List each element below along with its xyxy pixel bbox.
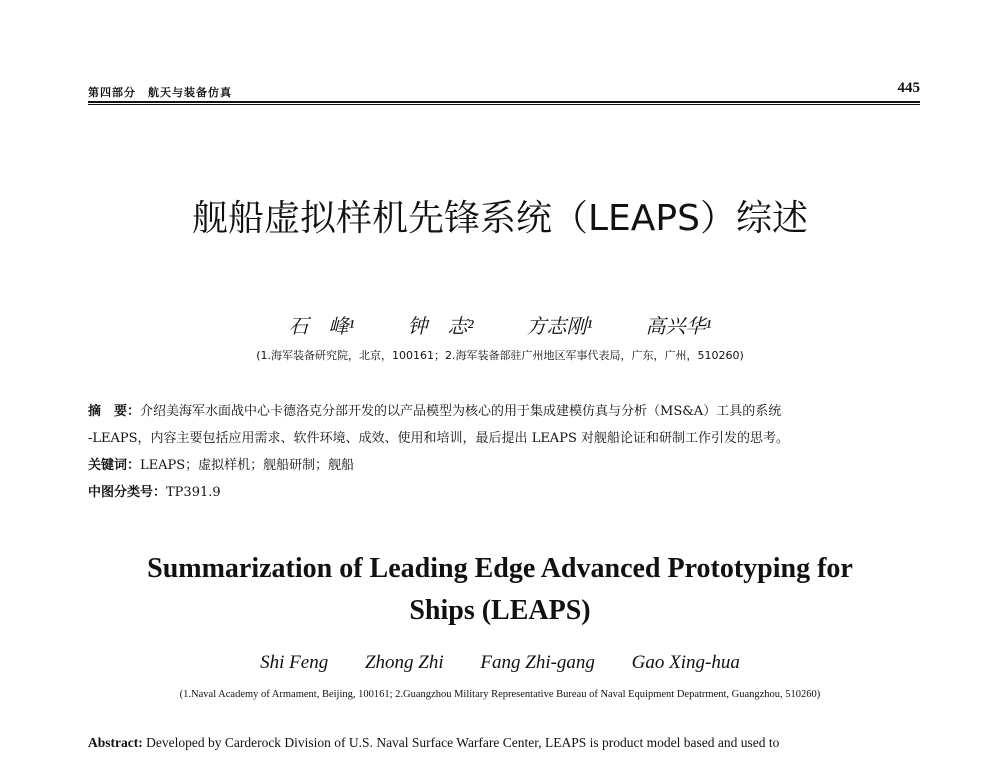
classification-line: [88, 479, 923, 506]
abstract-cn-line-2: -LEAPS，内容主要包括应用需求、软件环境、成效、使用和培训，最后提出 LEAPS 对舰船论证和研制工作引发的思考。: [88, 431, 789, 446]
english-title-line-2: Ships (LEAPS): [409, 595, 591, 626]
chinese-title: 舰船虚拟样机先锋系统（LEAPS）综述: [192, 198, 808, 239]
author-cn-2: 钟 志²: [407, 316, 474, 338]
author-cn-3: 方志刚¹: [526, 316, 593, 338]
author-en-3: Fang Zhi-gang: [480, 652, 595, 673]
english-affiliation: (1.Naval Academy of Armament, Beijing, 100161; 2.Guangzhou Military Representative Bureau of Naval Equipment Depatrment, Guangzhou, 510260): [179, 689, 821, 700]
running-header-section: 第四部分 航天与装备仿真: [88, 87, 232, 99]
chinese-abstract-block: [88, 398, 923, 506]
author-en-4: Gao Xing-hua: [631, 652, 740, 673]
header-rule-thin: [88, 104, 920, 105]
author-cn-4: 高兴华¹: [645, 316, 712, 338]
keywords-text: LEAPS；虚拟样机；舰船研制；舰船: [140, 458, 355, 473]
english-authors: [0, 652, 1000, 674]
keywords-label: 关键词：: [88, 458, 141, 473]
classification-label: 中图分类号：: [88, 485, 167, 500]
author-cn-1: 石 峰¹: [288, 316, 355, 338]
author-en-2: Zhong Zhi: [364, 652, 444, 673]
keywords-line: [88, 452, 923, 479]
page-number: 445: [897, 80, 920, 96]
chinese-authors: [0, 310, 1000, 339]
abstract-cn-text-1: 介绍美海军水面战中心卡德洛克分部开发的以产品模型为核心的用于集成建模仿真与分析（MS&A）工具的系统: [140, 404, 782, 419]
author-en-1: Shi Feng: [260, 652, 329, 673]
header-rule: [88, 101, 920, 103]
chinese-affiliation: (1.海军装备研究院，北京，100161；2.海军装备部驻广州地区军事代表局，广东，广州，510260): [256, 349, 744, 362]
abstract-en-text: Developed by Carderock Division of U.S. Naval Surface Warfare Center, LEAPS is product model based and used to: [146, 735, 780, 750]
abstract-en-label: Abstract:: [88, 735, 143, 750]
classification-number: TP391.9: [166, 485, 221, 500]
english-title: [0, 548, 1000, 632]
abstract-cn-line-1: [88, 398, 923, 425]
abstract-cn-label: 摘 要：: [88, 404, 141, 419]
english-title-line-1: Summarization of Leading Edge Advanced Prototyping for: [147, 553, 853, 584]
english-abstract: [88, 735, 928, 751]
